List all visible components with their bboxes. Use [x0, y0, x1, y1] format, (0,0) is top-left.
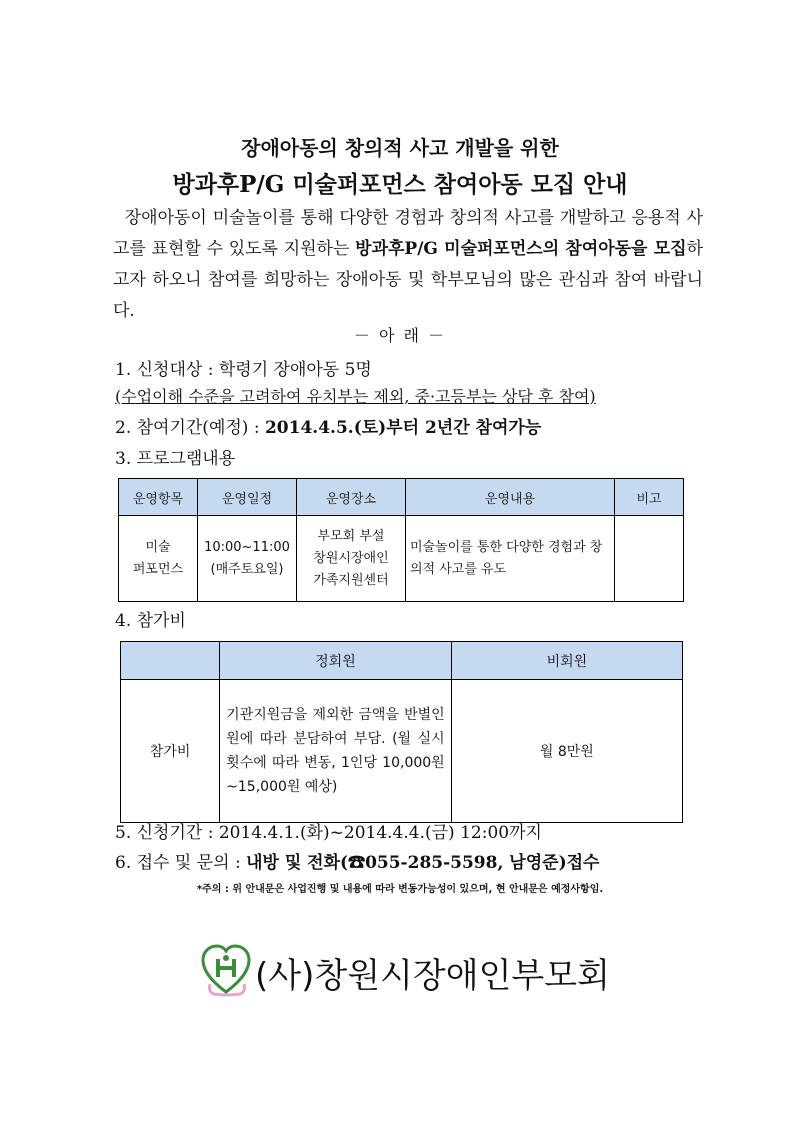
- organization-name: (사)창원시장애인부모회: [255, 956, 610, 996]
- item-6-prefix: 6. 접수 및 문의 :: [115, 853, 247, 873]
- fee-table-header: [121, 642, 683, 680]
- header-cell: 정회원: [220, 642, 452, 680]
- organization-logo-icon: [200, 940, 252, 1000]
- item-3: 3. 프로그램내용: [115, 449, 236, 469]
- title-line-2: 방과후P/G 미술퍼포먼스 참여아동 모집 안내: [172, 171, 628, 198]
- table-row: [121, 680, 683, 823]
- item-5: 5. 신청기간 : 2014.4.1.(화)~2014.4.4.(금) 12:00까지: [115, 823, 542, 843]
- item-1: 1. 신청대상 : 학령기 장애아동 5명: [115, 360, 372, 380]
- item-2: [115, 413, 541, 438]
- header-cell: 운영장소: [297, 479, 406, 516]
- header-cell: 운영일정: [198, 479, 297, 516]
- fee-non-member: 월 8만원: [451, 680, 682, 823]
- cell-content: 미술놀이를 통한 다양한 경험과 창의적 사고를 유도: [406, 516, 615, 602]
- cell-item: 미술 퍼포먼스: [119, 516, 198, 602]
- program-table-header: [119, 479, 684, 516]
- cell-place: 부모회 부설 창원시장애인 가족지원센터: [297, 516, 406, 602]
- intro-text-1: 장애아동이 미술놀이를 통해 다양한 경험과 창의적 사고를 개발하고 응용적 사고를 표현할 수 있도록 지원하는: [113, 208, 704, 259]
- intro-text-2: 하고자 하오니 참여를 희망하는 장애아동 및 학부모님의 많은 관심과 참여 바랍니다.: [113, 239, 703, 321]
- item-6: [115, 848, 599, 873]
- header-cell: [121, 642, 220, 680]
- item-1-sub: (수업이해 수준을 고려하여 유치부는 제외, 중·고등부는 상담 후 참여): [115, 387, 596, 406]
- intro-paragraph: [113, 203, 703, 327]
- title-line-1: 장애아동의 창의적 사고 개발을 위한: [241, 136, 559, 160]
- item-4: 4. 참가비: [115, 611, 186, 631]
- item-6-bold: 내방 및 전화(☎055-285-5598, 남영준)접수: [246, 853, 600, 873]
- intro-bold: 방과후P/G 미술퍼포먼스의 참여아동을 모집: [355, 239, 687, 259]
- notice-text: *주의 : 위 안내문은 사업진행 및 내용에 따라 변동가능성이 있으며, 현 안내문은 예정사항임.: [196, 884, 604, 895]
- header-cell: 운영내용: [406, 479, 615, 516]
- section-divider-heading: － 아 래 －: [353, 326, 447, 345]
- header-cell: 비회원: [451, 642, 682, 680]
- fee-member: 기관지원금을 제외한 금액을 반별인원에 따라 분담하여 부담. (월 실시 횟수에 따라 변동, 1인당 10,000원~15,000원 예상): [220, 680, 452, 823]
- item-2-prefix: 2. 참여기간(예정) :: [115, 418, 265, 438]
- cell-note: [615, 516, 684, 602]
- table-row: [119, 516, 684, 602]
- header-cell: 운영항목: [119, 479, 198, 516]
- fee-row-label: 참가비: [121, 680, 220, 823]
- item-2-bold: 2014.4.5.(토)부터 2년간 참여가능: [264, 418, 542, 438]
- program-table: [118, 478, 684, 602]
- cell-schedule: 10:00~11:00 (매주토요일): [198, 516, 297, 602]
- fee-table: [120, 641, 683, 823]
- header-cell: 비고: [615, 479, 684, 516]
